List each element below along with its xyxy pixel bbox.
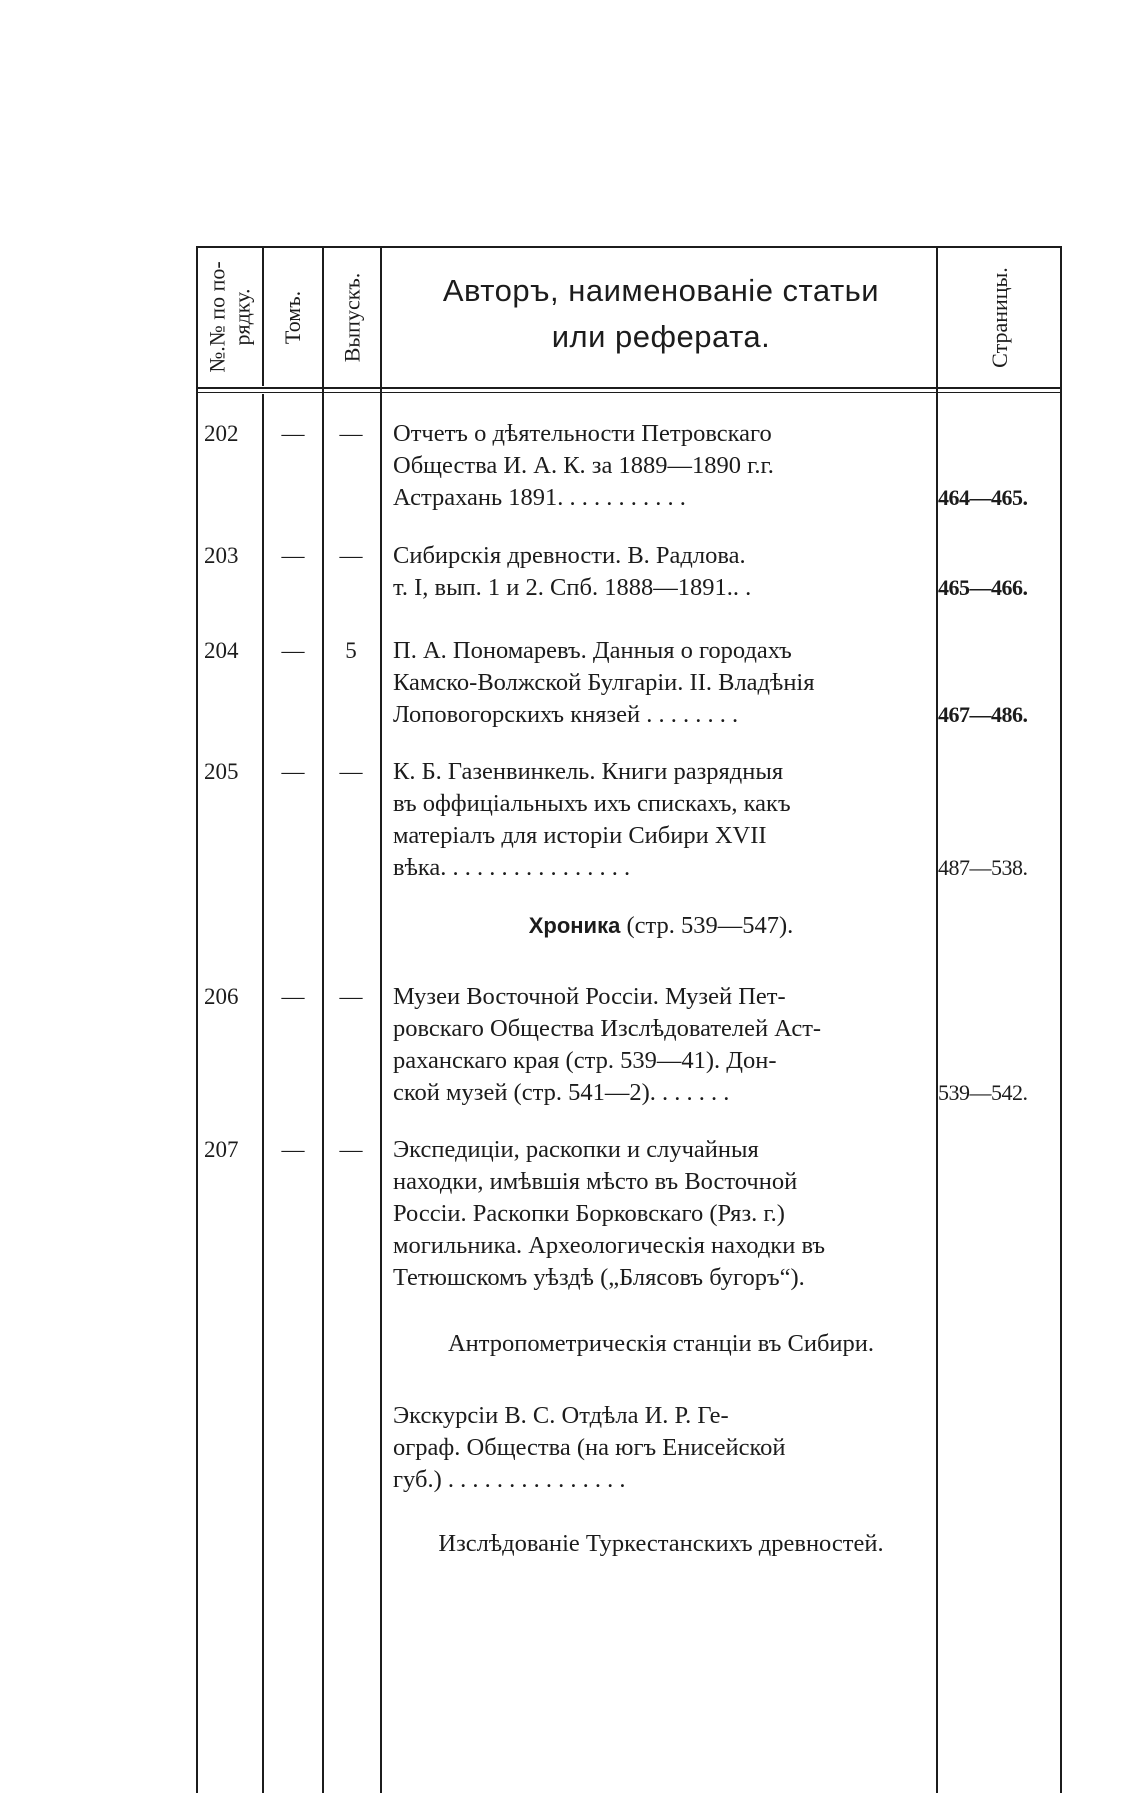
header-pages-label: Страницы. <box>986 266 1012 368</box>
row-title-line: Камско-Волжской Булгаріи. II. Владѣнія <box>393 669 815 696</box>
header-author-line2: или реферата. <box>551 319 771 354</box>
row-pages: 467—486. <box>938 702 1028 727</box>
anthropometric-heading: Антропометрическія станціи въ Сибири. <box>447 1330 875 1357</box>
column-rule-left <box>196 246 198 1793</box>
row-tom: — <box>281 984 305 1009</box>
row-title <box>393 635 925 731</box>
row-title <box>393 418 925 514</box>
excursion-line: Экскурсіи В. С. Отдѣла И. Р. Ге- <box>393 1402 729 1429</box>
row-tom: — <box>281 759 305 784</box>
row-vyp: — <box>339 759 363 784</box>
row-title-line: Россіи. Раскопки Борковскаго (Ряз. г.) <box>393 1200 785 1227</box>
header-tom-label: Томъ. <box>280 290 306 344</box>
row-title-line: ской музей (стр. 541—2). . . . . . . <box>393 1079 730 1106</box>
table-top-rule <box>196 246 1062 248</box>
row-title-line: могильника. Археологическія находки въ <box>393 1232 826 1259</box>
header-vyp-label: Выпускъ. <box>339 272 365 362</box>
row-number: 202 <box>204 421 239 446</box>
header-rule <box>196 387 1062 389</box>
row-number: 205 <box>204 759 239 784</box>
row-pages: 465—466. <box>938 575 1028 600</box>
row-title-line: въ оффиціальныхъ ихъ спискахъ, какъ <box>393 790 791 817</box>
row-title-line: вѣка. . . . . . . . . . . . . . . . <box>393 854 631 881</box>
row-tom: — <box>281 1137 305 1162</box>
row-number: 203 <box>204 543 239 568</box>
row-title <box>393 1134 925 1294</box>
header-vyp <box>324 252 380 382</box>
row-tom: — <box>281 543 305 568</box>
row-number: 204 <box>204 638 239 663</box>
row-vyp: — <box>339 1137 363 1162</box>
row-tom: — <box>281 421 305 446</box>
header-tom <box>264 252 322 382</box>
excursion-line: ограф. Общества (на югъ Енисейской <box>393 1434 786 1461</box>
toc-table <box>196 246 1062 1793</box>
chronicle-heading <box>386 910 936 942</box>
row-tom: — <box>281 638 305 663</box>
excursion-text <box>393 1400 925 1496</box>
row-pages: 464—465. <box>938 485 1028 510</box>
row-title <box>393 981 925 1109</box>
row-number: 206 <box>204 984 239 1009</box>
column-rule-right <box>1060 246 1062 1793</box>
column-rule-vyp <box>380 246 382 1793</box>
row-title <box>393 540 925 604</box>
turkestan-heading: Изслѣдованіе Туркестанскихъ древностей. <box>438 1530 884 1557</box>
row-title-line: т. I, вып. 1 и 2. Спб. 1888—1891.. . <box>393 574 752 601</box>
row-title-line: Тетюшскомъ уѣздѣ („Блясовъ бугоръ“). <box>393 1264 805 1291</box>
row-title-line: Астрахань 1891. . . . . . . . . . . <box>393 484 686 511</box>
header-num <box>198 252 262 382</box>
row-title-line: П. А. Пономаревъ. Данныя о городахъ <box>393 637 792 664</box>
row-title-line: К. Б. Газенвинкель. Книги разрядныя <box>393 758 784 785</box>
row-pages: 539—542. <box>938 1080 1028 1105</box>
chronicle-label: Хроника <box>528 913 621 938</box>
row-vyp: 5 <box>345 638 357 663</box>
row-vyp: — <box>339 543 363 568</box>
row-vyp: — <box>339 421 363 446</box>
header-pages <box>938 252 1060 382</box>
column-rule-text <box>936 246 938 1793</box>
column-rule-tom <box>322 246 324 1793</box>
row-title-line: Экспедиціи, раскопки и случайныя <box>393 1136 759 1163</box>
row-pages: 487—538. <box>938 855 1028 880</box>
header-author <box>386 268 936 360</box>
row-title-line: матеріалъ для исторіи Сибири XVII <box>393 822 767 849</box>
header-num-line1: №.№ по по- <box>205 261 231 373</box>
row-title-line: Сибирскія древности. В. Радлова. <box>393 542 746 569</box>
header-author-line1: Авторъ, наименованіе статьи <box>442 273 880 308</box>
row-title <box>393 756 925 884</box>
row-title-line: раханскаго края (стр. 539—41). Дон- <box>393 1047 777 1074</box>
row-title-line: ровскаго Общества Изслѣдователей Аст- <box>393 1015 822 1042</box>
header-rule-double <box>196 392 1062 393</box>
excursion-line: губ.) . . . . . . . . . . . . . . . <box>393 1466 626 1493</box>
row-title-line: Музеи Восточной Россіи. Музей Пет- <box>393 983 786 1010</box>
row-number: 207 <box>204 1137 239 1162</box>
row-title-line: находки, имѣвшія мѣсто въ Восточной <box>393 1168 798 1195</box>
column-rule-num-body <box>262 394 264 1793</box>
header-num-line2: рядку. <box>230 288 256 346</box>
row-vyp: — <box>339 984 363 1009</box>
row-title-line: Отчетъ о дѣятельности Петровскаго <box>393 420 772 447</box>
row-title-line: Лоповогорскихъ князей . . . . . . . . <box>393 701 739 728</box>
row-title-line: Общества И. А. К. за 1889—1890 г.г. <box>393 452 774 479</box>
chronicle-range: (стр. 539—547). <box>626 912 794 939</box>
